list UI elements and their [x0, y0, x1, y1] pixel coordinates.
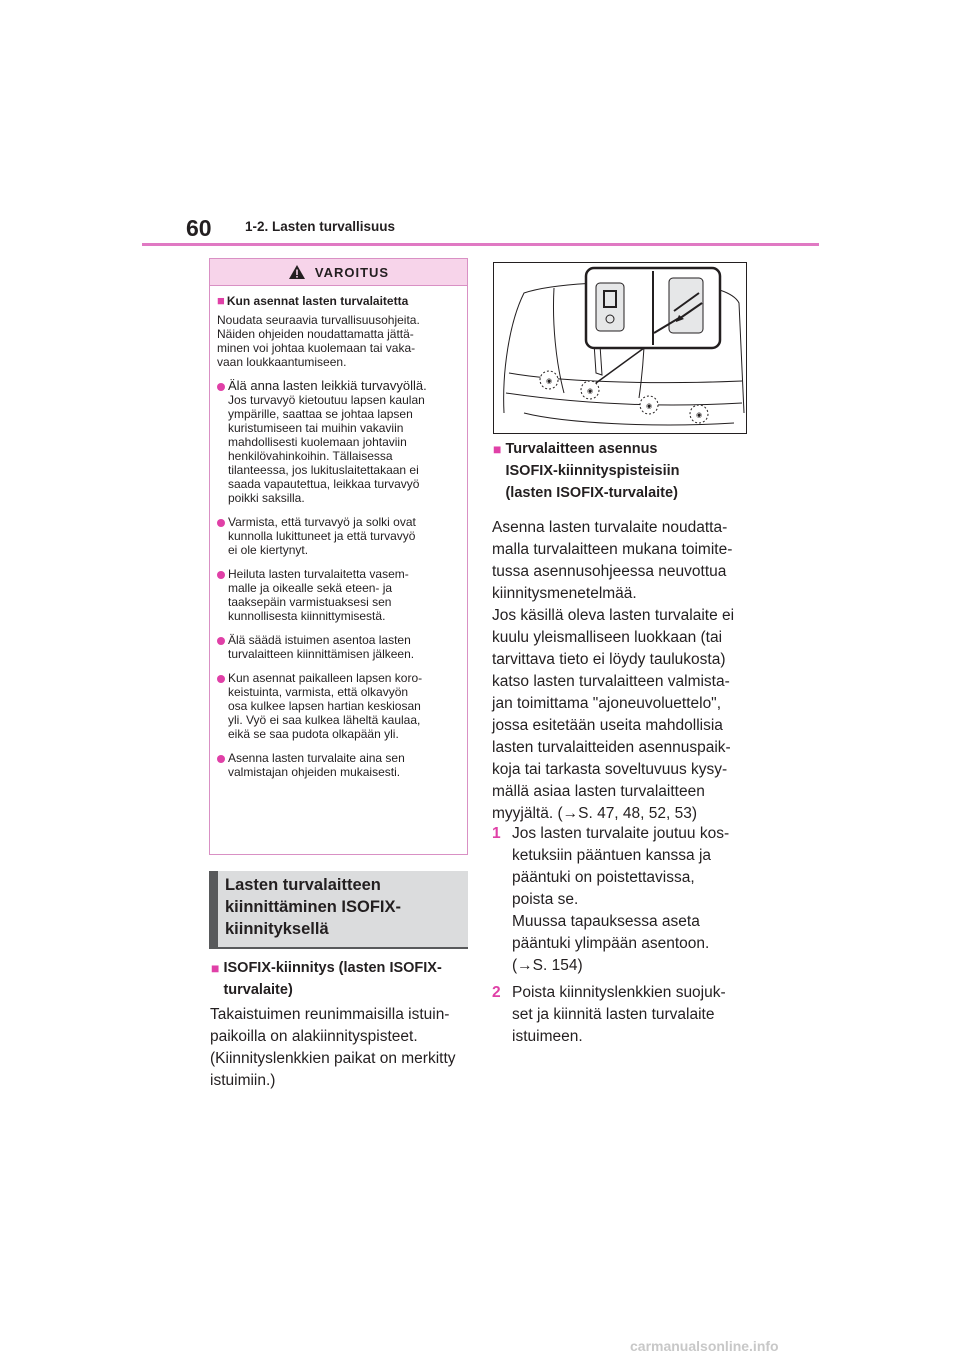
warning-item: [217, 567, 460, 623]
warning-item-lead: Älä anna lasten leikkiä turvavyöllä.: [228, 378, 427, 393]
step-item: [492, 982, 726, 1048]
warning-triangle-icon: [288, 264, 306, 280]
isofix-illustration: [493, 262, 747, 434]
warning-item: [217, 633, 460, 661]
bullet-dot-icon: [217, 637, 225, 645]
square-bullet-icon: ■: [493, 441, 502, 457]
warning-item-text: Asenna lasten turvalaite aina sen valmistajan ohjeiden mukaisesti.: [228, 751, 405, 779]
header-rule: [142, 243, 819, 246]
warning-box: [209, 258, 468, 855]
step-text: Jos lasten turvalaite joutuu kos- ketuksiin pääntuen kanssa ja pääntuki on poistettavissa, poista se. Muussa tapauksessa aseta pääntuki ylimpään asentoon. (→S. 154): [512, 825, 730, 974]
warning-item-text: Heiluta lasten turvalaitetta vasem- malle ja oikealle sekä eteen- ja taaksepäin varmistuaksesi sen kunnollisesta kiinnittymisestä.: [228, 567, 409, 623]
section-title: 1-2. Lasten turvallisuus: [245, 219, 396, 234]
bullet-dot-icon: [217, 755, 225, 763]
warning-item: [217, 671, 460, 741]
bullet-dot-icon: [217, 519, 225, 527]
step-item: [492, 823, 729, 977]
svg-text:◉: ◉: [645, 402, 653, 410]
isofix-body: Takaistuimen reunimmaisilla istuin- paikoilla on alakiinnityspisteet. (Kiinnityslenkkien paikat on merkitty istuimiin.): [210, 1006, 456, 1089]
section-heading-box: [209, 871, 468, 949]
warning-item: [217, 379, 460, 505]
step-number: 1: [492, 825, 501, 842]
svg-text:◉: ◉: [695, 411, 703, 419]
warning-title: VAROITUS: [314, 264, 390, 280]
warning-header: [210, 259, 467, 286]
warning-item-text: Kun asennat paikalleen lapsen koro- keistuinta, varmista, että olkavyön osa kulkee lapsen hartian keskiosan yli. Vyö ei saa kulkea läheltä kaulaa, eikä se saa pudota olkapään yli.: [228, 671, 423, 741]
install-body: Asenna lasten turvalaite noudatta- malla turvalaitteen mukana toimite- tussa asennusohjeessa neuvottua kiinnitysmenetelmää. Jos käsillä oleva lasten turvalaite ei kuulu yleismalliseen luokkaan (tai tarvittava tieto ei löydy taulukosta) katso lasten turvalaitteen valmista- jan toimittama "ajoneuvoluettelo", jossa esitetään useita mahdollisia lasten turvalaitteiden asennuspaik- koja tai tarkasta soveltuvuus kysy- mällä asiaa lasten turvalaitteen myyjältä. (→S. 47, 48, 52, 53): [492, 519, 735, 822]
bullet-dot-icon: [217, 383, 225, 391]
warning-intro: Noudata seuraavia turvallisuusohjeita. Näiden ohjeiden noudattamatta jättä- minen voi johtaa kuolemaan tai vaka- vaan loukkaantumiseen.: [217, 313, 420, 369]
page-number: 60: [186, 215, 212, 241]
bullet-dot-icon: [217, 675, 225, 683]
isofix-subheading: ■ ISOFIX-kiinnitys (lasten ISOFIX- turvalaite): [211, 957, 442, 1001]
bullet-dot-icon: [217, 571, 225, 579]
seat-anchor-illustration: [494, 263, 746, 433]
warning-item-text: Varmista, että turvavyö ja solki ovat kunnolla lukittuneet ja että turvavyö ei ole kiertynyt.: [228, 515, 416, 557]
svg-text:◉: ◉: [545, 377, 553, 385]
warning-subheading: ■ Kun asennat lasten turvalaitetta: [217, 293, 409, 308]
step-text: Poista kiinnityslenkkien suojuk- set ja kiinnitä lasten turvalaite istuimeen.: [512, 984, 726, 1045]
watermark: carmanualsonline.info: [630, 1338, 779, 1354]
warning-item-text: Älä säädä istuimen asentoa lasten turvalaitteen kiinnittämisen jälkeen.: [228, 633, 415, 661]
install-subheading: ■ Turvalaitteen asennus ISOFIX-kiinnityspisteisiin (lasten ISOFIX-turvalaite): [493, 438, 680, 504]
section-heading: Lasten turvalaitteen kiinnittäminen ISOFIX- kiinnityksellä: [225, 876, 402, 938]
step-number: 2: [492, 984, 501, 1001]
warning-item-text: Jos turvavyö kietoutuu lapsen kaulan ympärille, saattaa se johtaa lapsen kuristumiseen tai muihin vakaviin mahdollisesti kuolemaan johtaviin henkilövahinkoihin. Tällaisessa tilanteessa, jos lukituslaitettakaan ei saada vapautettua, leikkaa turvavyö poikki saksilla.: [228, 393, 425, 505]
svg-text:◉: ◉: [586, 387, 594, 395]
square-bullet-icon: ■: [217, 293, 225, 308]
warning-item: [217, 515, 460, 557]
warning-item: [217, 751, 460, 779]
square-bullet-icon: ■: [211, 960, 220, 976]
